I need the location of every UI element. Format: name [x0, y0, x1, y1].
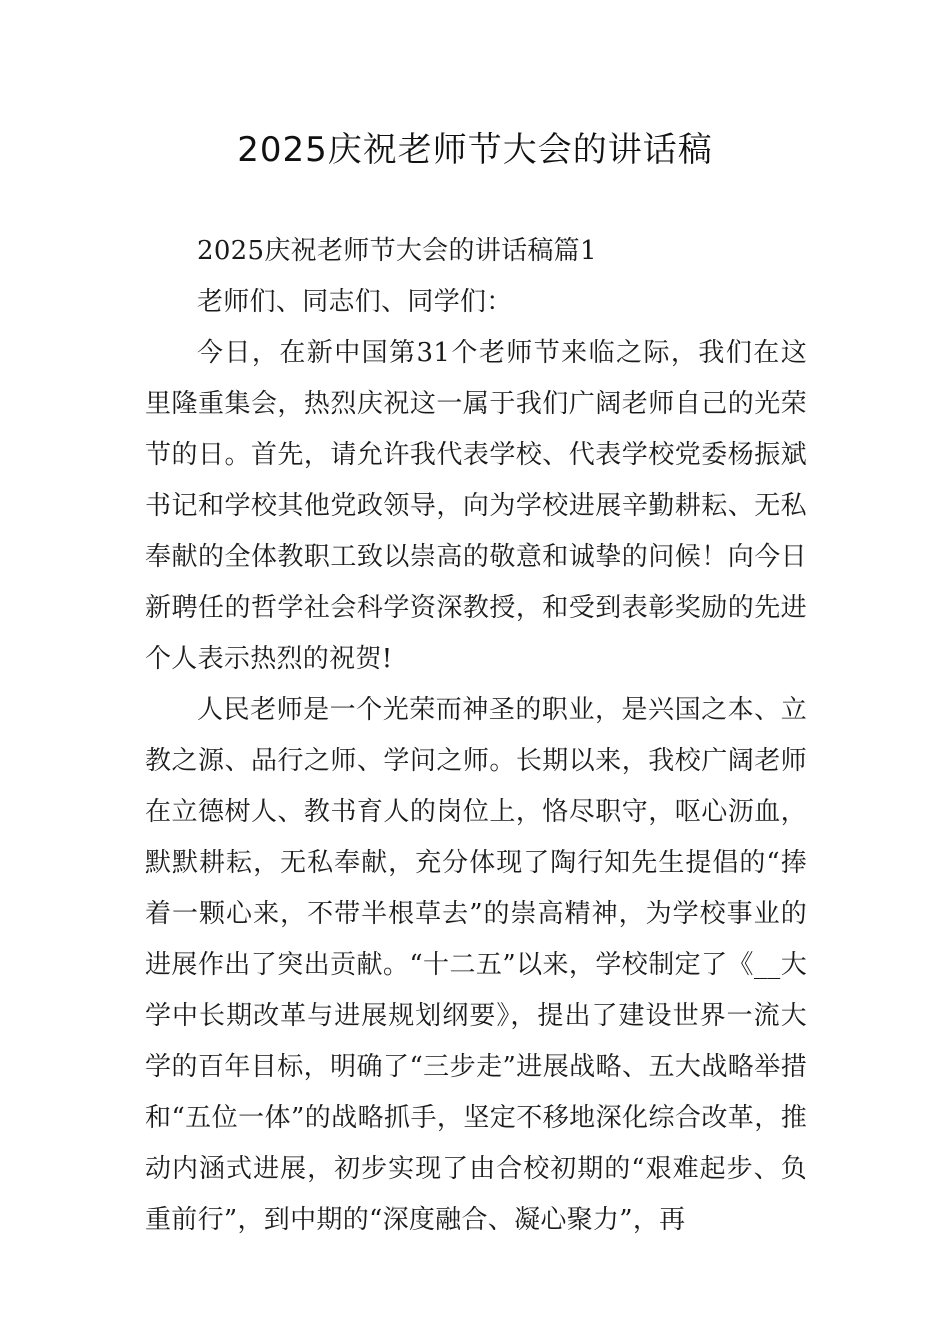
- document-title: 2025庆祝老师节大会的讲话稿: [237, 130, 713, 170]
- body-paragraph: 今日，在新中国第31个老师节来临之际，我们在这里隆重集会，热烈庆祝这一属于我们广阔老师自己的光荣节的日。首先，请允许我代表学校、代表学校党委杨振斌书记和学校其他党政领导，向为学校进展辛勤耕耘、无私奉献的全体教职工致以崇高的敬意和诚挚的问候！向今日新聘任的哲学社会科学资深教授，和受到表彰奖励的先进个人表示热烈的祝贺!: [145, 338, 807, 674]
- document-body: [145, 226, 807, 1246]
- salutation: 老师们、同志们、同学们：: [197, 287, 513, 317]
- body-paragraph: 人民老师是一个光荣而神圣的职业，是兴国之本、立教之源、品行之师、学问之师。长期以来，我校广阔老师在立德树人、教书育人的岗位上，恪尽职守，呕心沥血，默默耕耘，无私奉献，充分体现了陶行知先生提倡的“捧着一颗心来，不带半根草去”的崇高精神，为学校事业的进展作出了突出贡献。“十二五”以来，学校制定了《__大学中长期改革与进展规划纲要》，提出了建设世界一流大学的百年目标，明确了“三步走”进展战略、五大战略举措和“五位一体”的战略抓手，坚定不移地深化综合改革，推动内涵式进展，初步实现了由合校初期的“艰难起步、负重前行”，到中期的“深度融合、凝心聚力”，再: [145, 695, 807, 1235]
- section-heading: 2025庆祝老师节大会的讲话稿篇1: [197, 236, 597, 266]
